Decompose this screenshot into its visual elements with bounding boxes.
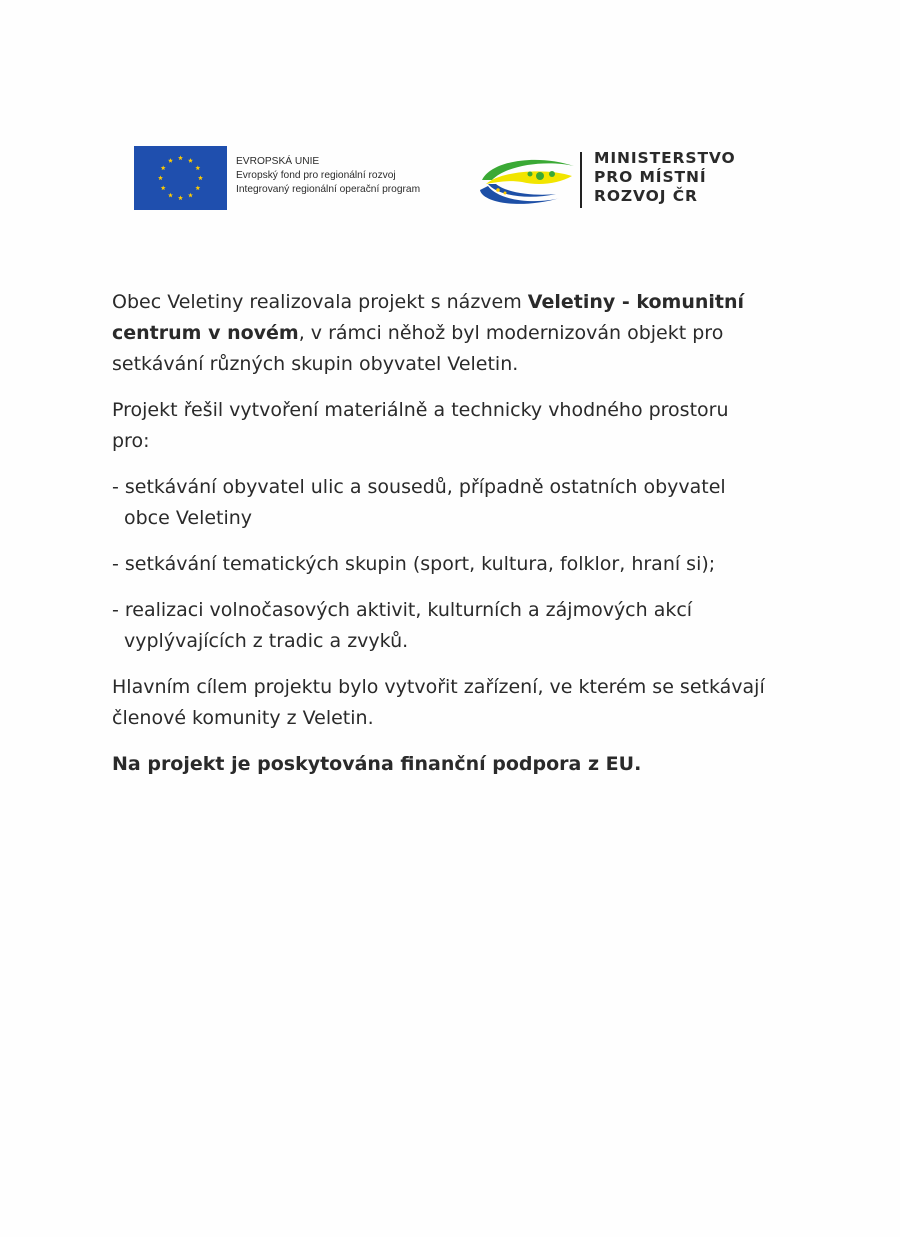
- eu-caption: [236, 155, 420, 197]
- document-body: [112, 287, 772, 780]
- ministry-caption: [594, 149, 736, 206]
- list-item: - realizaci volnočasových aktivit, kulturních a zájmových akcí vyplývajících z tradic a zvyků.: [112, 599, 693, 652]
- purpose-paragraph: Projekt řešil vytvoření materiálně a technicky vhodného prostoru pro:: [112, 399, 729, 452]
- eu-caption-line-3: Integrovaný regionální operační program: [236, 184, 421, 195]
- project-name: Veletiny - komunitní centrum v novém: [112, 291, 745, 344]
- intro-text-end: , v rámci něhož byl modernizován objekt pro setkávání různých skupin obyvatel Veletin.: [112, 322, 724, 375]
- ministry-divider: [580, 152, 582, 208]
- goal-paragraph: Hlavním cílem projektu bylo vytvořit zařízení, ve kterém se setkávají členové komunity z Veletin.: [112, 676, 765, 729]
- list-item: - setkávání tematických skupin (sport, kultura, folklor, hraní si);: [112, 553, 716, 575]
- eu-caption-line-1: EVROPSKÁ UNIE: [236, 156, 320, 167]
- logo-header: [134, 146, 754, 216]
- eu-flag-icon: [134, 146, 227, 210]
- ministry-caption-line-2: PRO MÍSTNÍ: [594, 168, 707, 186]
- list-item: - setkávání obyvatel ulic a sousedů, případně ostatních obyvatel obce Veletiny: [112, 476, 726, 529]
- funding-statement: Na projekt je poskytována finanční podpora z EU.: [112, 753, 642, 775]
- ministry-caption-line-3: ROZVOJ ČR: [594, 187, 698, 205]
- intro-paragraph: [112, 287, 772, 380]
- ministry-caption-line-1: MINISTERSTVO: [594, 149, 736, 167]
- ministry-logo-icon: [478, 150, 578, 210]
- eu-caption-line-2: Evropský fond pro regionální rozvoj: [236, 170, 396, 181]
- intro-text-start: Obec Veletiny realizovala projekt s názvem: [112, 291, 528, 313]
